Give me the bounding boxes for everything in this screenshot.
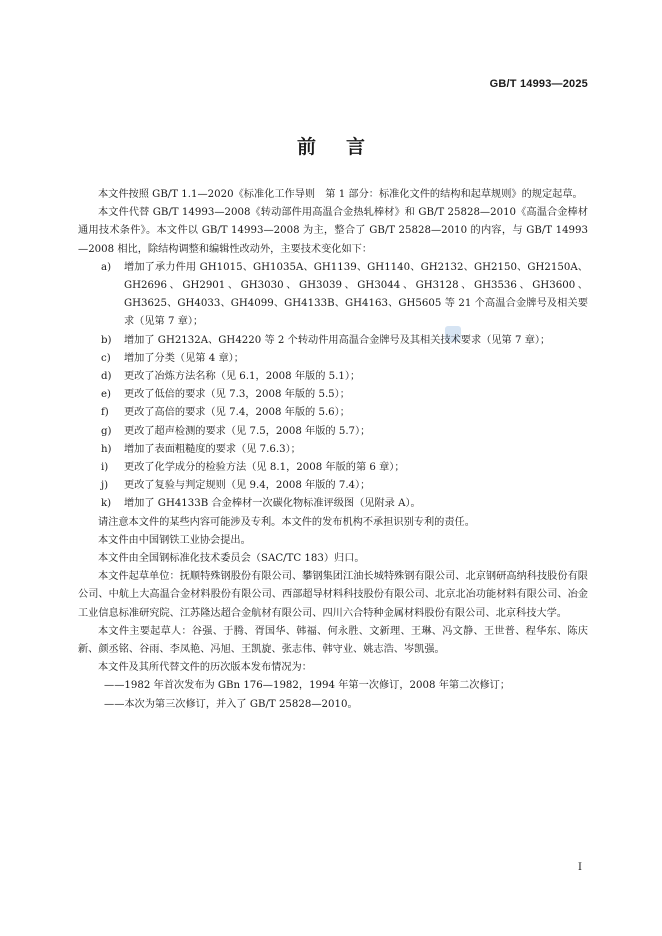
foreword-body <box>78 186 588 714</box>
intro-paragraph-1: 本文件按照 GB/T 1.1—2020《标准化工作导则 第 1 部分：标准化文件的结构和起草规则》的规定起草。 <box>98 189 583 200</box>
list-item <box>78 350 588 368</box>
list-item <box>78 404 588 422</box>
list-item-text: 更改了低倍的要求（见 7.3，2008 年版的 5.5）； <box>124 389 350 401</box>
list-item <box>78 259 588 332</box>
list-item-text: 更改了冶炼方法名称（见 6.1，2008 年版的 5.1）； <box>124 371 361 383</box>
list-item-label: b) <box>101 334 112 346</box>
list-item-label: j) <box>101 480 109 492</box>
history-item: ——1982 年首次发布为 GBn 176—1982，1994 年第一次修订，2008 年第二次修订； <box>104 680 511 692</box>
committee-paragraph: 本文件由全国钢标准化技术委员会（SAC/TC 183）归口。 <box>98 553 365 565</box>
list-item-text: 增加了 GH4133B 合金棒材一次碳化物标准评级图（见附录 A）。 <box>124 498 421 510</box>
list-item-label: e) <box>101 389 112 401</box>
standard-code: GB/T 14993—2025 <box>489 78 588 90</box>
list-item-label: g) <box>101 425 112 437</box>
list-item-label: a) <box>101 261 112 273</box>
drafting-units-paragraph: 本文件起草单位：抚顺特殊钢股份有限公司、攀钢集团江油长城特殊钢有限公司、北京钢研高纳科技股份有限公司、中航上大高温合金材料股份有限公司、西部超导材料科技股份有限公司、北京北冶功能材料有限公司、冶金工业信息标准研究院、江苏隆达超合金航材有限公司、四川六合特种金属材料股份有限公司、北京科技大学。 <box>78 571 588 619</box>
list-item-label: h) <box>101 443 112 455</box>
page-number: I <box>578 862 582 873</box>
list-item <box>78 477 588 495</box>
drafters-paragraph: 本文件主要起草人：谷强、于腾、胥国华、韩福、何永胜、文新理、王琳、冯文静、王世普、程华东、陈庆新、颜丞铭、谷雨、李凤艳、冯旭、王凯旋、张志伟、韩守业、姚志浩、岑凯强。 <box>78 625 588 656</box>
history-intro: 本文件及其所代替文件的历次版本发布情况为： <box>98 662 312 674</box>
list-item-text: 更改了高倍的要求（见 7.4，2008 年版的 5.6）； <box>124 407 350 419</box>
list-item <box>78 332 588 350</box>
list-item <box>78 441 588 459</box>
list-item-label: d) <box>101 371 112 383</box>
list-item <box>78 386 588 404</box>
intro-paragraph-2: 本文件代替 GB/T 14993—2008《转动部件用高温合金热轧棒材》和 GB/T 25828—2010《高温合金棒材通用技术条件》。本文件以 GB/T 14993—2008 为主，整合了 GB/T 25828—2010 的内容，与 GB/T 14993—2008 相比，除结构调整和编辑性改动外，主要技术变化如下： <box>78 207 588 255</box>
list-item <box>78 368 588 386</box>
list-item-label: f) <box>101 407 109 419</box>
list-item-text: 更改了超声检测的要求（见 7.5，2008 年版的 5.7）； <box>124 425 371 437</box>
list-item-text: 增加了表面粗糙度的要求（见 7.6.3）； <box>124 443 301 455</box>
list-item-text: 增加了分类（见第 4 章）； <box>124 352 244 364</box>
list-item-label: i) <box>101 462 109 474</box>
patent-notice: 请注意本文件的某些内容可能涉及专利。本文件的发布机构不承担识别专利的责任。 <box>98 516 475 528</box>
changes-list <box>78 259 588 514</box>
list-item-text: 更改了复验与判定规则（见 9.4，2008 年版的 7.4）； <box>124 480 371 492</box>
list-item-label: k) <box>101 498 112 510</box>
history-item: ——本次为第三次修订，并入了 GB/T 25828—2010。 <box>104 698 358 710</box>
proposer-paragraph: 本文件由中国钢铁工业协会提出。 <box>98 534 251 546</box>
list-item-text: 更改了化学成分的检验方法（见 8.1，2008 年版的第 6 章）； <box>124 462 405 474</box>
list-item <box>78 423 588 441</box>
page-title: 前言 <box>296 136 395 158</box>
list-item-text: 增加了 GH2132A、GH4220 等 2 个转动件用高温合金牌号及其相关技术要求（见第 7 章）； <box>124 334 551 346</box>
list-item-text: 增加了承力件用 GH1015、GH1035A、GH1139、GH1140、GH2132、GH2150、GH2150A、GH2696、GH2901、GH3030、GH3039、GH3044、GH3128、GH3536、GH3600、GH3625、GH4033、GH4099、GH4133B、GH4163、GH5605 等 21 个高温合金牌号及相关要求（见第 7 章）； <box>124 261 588 328</box>
list-item-label: c) <box>101 352 111 364</box>
list-item <box>78 459 588 477</box>
list-item <box>78 495 588 513</box>
